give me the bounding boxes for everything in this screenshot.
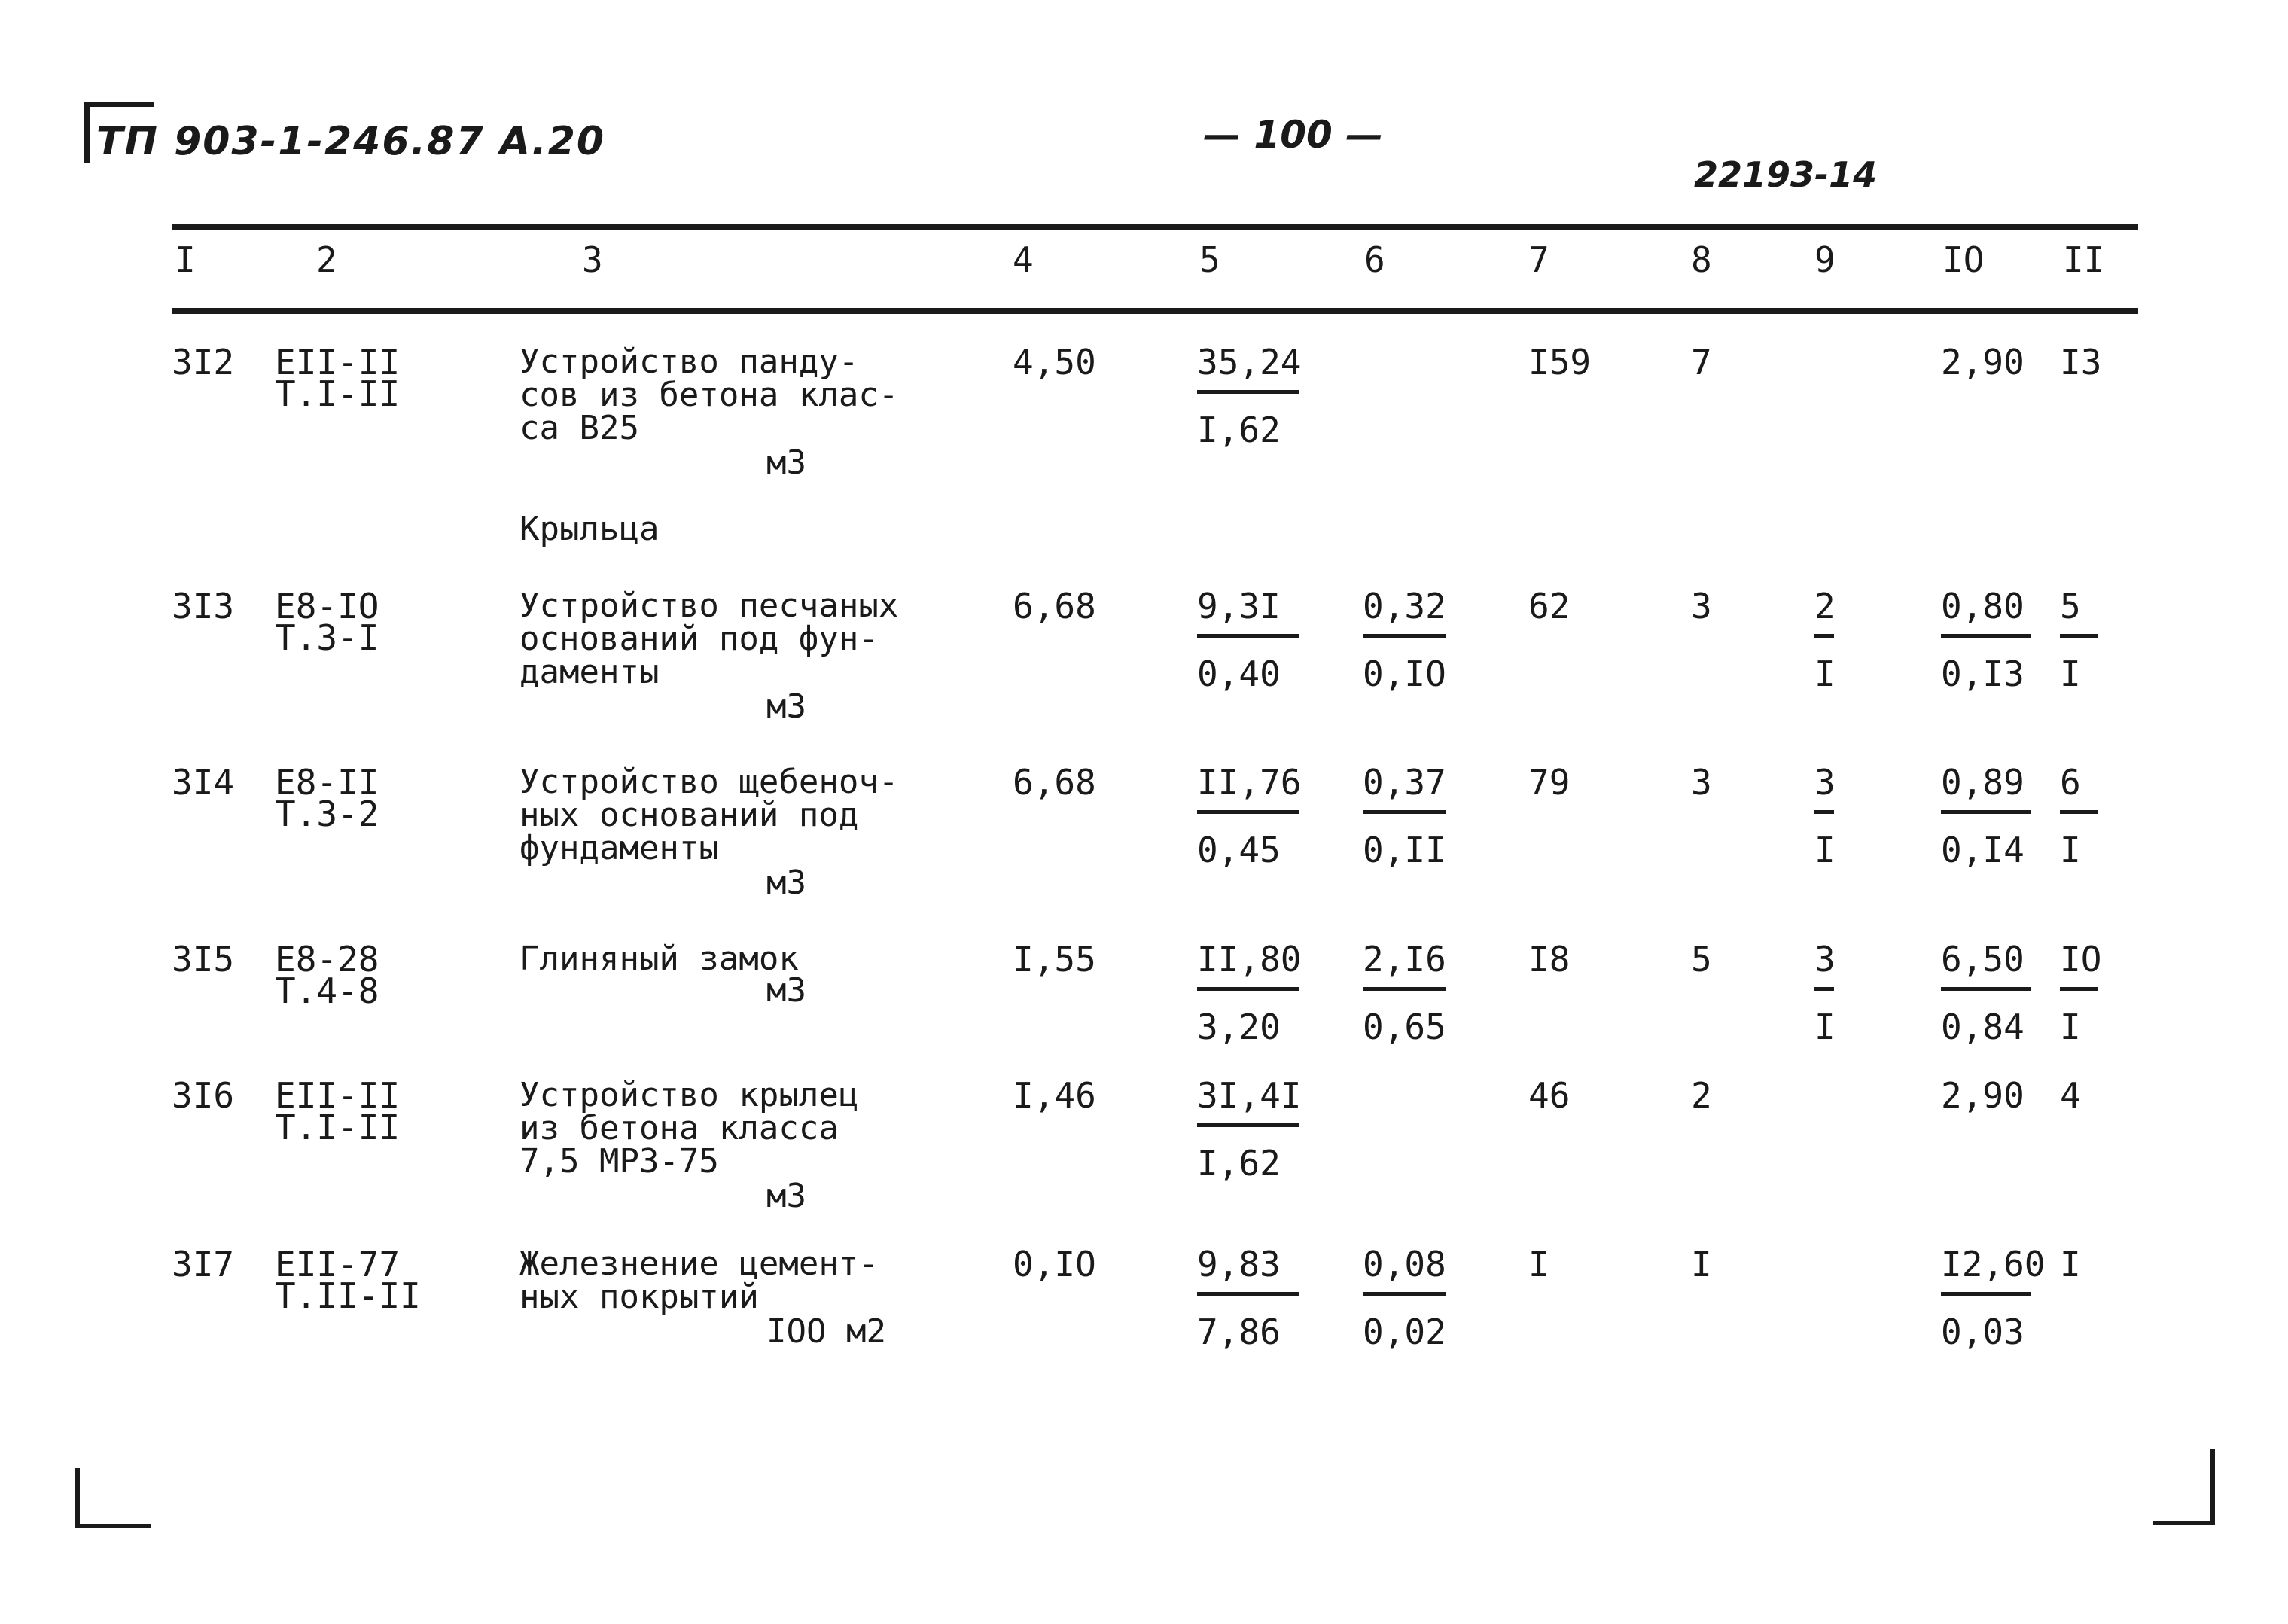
cell-c6-top: 0,08 [1363,1244,1446,1284]
cell-c10-bottom: 0,I4 [1941,830,2024,870]
cell-c11-bottom: I [2060,1007,2081,1047]
cell-c10-bottom: 0,I3 [1941,654,2024,694]
cell-quantity: 6,68 [1013,586,1096,626]
cell-c10-bottom: 0,03 [1941,1312,2024,1352]
cell-c10-top: 6,50 [1941,939,2024,980]
cell-c10-fraction-bar [1941,987,2031,991]
cell-c5-bottom: 7,86 [1197,1312,1281,1352]
cell-c10-bottom: 0,84 [1941,1007,2024,1047]
cell-description-line: 7,5 МРЗ-75 [519,1142,719,1181]
cell-c5-top: 3I,4I [1197,1075,1302,1116]
cell-c6-top: 0,37 [1363,762,1446,803]
cell-description-line: даменты [519,653,660,691]
page-number: — 100 — [1203,113,1384,157]
cell-c5-top: II,80 [1197,939,1302,980]
cell-c6-fraction-bar [1363,987,1446,991]
table-header-rule [172,308,2138,314]
cell-quantity: 4,50 [1013,342,1096,382]
cell-description-line: Устройство щебеноч- [519,763,899,801]
cell-item-number: 3I3 [172,586,235,626]
cell-c9-fraction-bar [1814,810,1834,814]
col-header-9: 9 [1814,239,1836,280]
cell-c6-fraction-bar [1363,1292,1446,1296]
cell-col7: I8 [1528,939,1571,980]
col-header-10: IO [1942,239,1985,280]
cell-c5-fraction-bar [1197,810,1299,814]
cell-norm-code: E8-IO [275,586,379,626]
col-header-11: II [2063,239,2105,280]
cell-c11-fraction-bar [2060,634,2098,638]
cell-item-number: 3I6 [172,1075,235,1116]
cell-c10-fraction-bar [1941,1292,2031,1296]
col-header-4: 4 [1013,239,1034,280]
cell-col7: I59 [1528,342,1592,382]
cell-c9-top: 2 [1814,586,1836,626]
cell-norm-code: EII-77 [275,1244,401,1284]
cell-description-line: ных оснований под [519,796,859,834]
corner-mark-bottom-left-h [75,1524,151,1528]
cell-col7: I [1528,1244,1549,1284]
cell-col8: I [1691,1244,1712,1284]
cell-unit: м3 [766,864,806,902]
cell-norm-code: E8-28 [275,939,379,980]
cell-quantity: 0,IO [1013,1244,1096,1284]
cell-c5-bottom: I,62 [1197,410,1281,450]
col-header-2: 2 [316,239,337,280]
cell-c6-fraction-bar [1363,810,1446,814]
cell-c11-top: I [2060,1244,2081,1284]
corner-mark-bottom-right-h [2153,1521,2215,1525]
corner-mark-bottom-right [2210,1449,2215,1525]
cell-c11-fraction-bar [2060,987,2098,991]
cell-item-number: 3I7 [172,1244,235,1284]
cell-c9-bottom: I [1814,1007,1836,1047]
cell-item-number: 3I5 [172,939,235,980]
cell-c10-top: I2,60 [1941,1244,2046,1284]
cell-c6-top: 0,32 [1363,586,1446,626]
cell-c5-fraction-bar [1197,1123,1299,1127]
col-header-7: 7 [1528,239,1549,280]
cell-c5-fraction-bar [1197,390,1299,394]
cell-c9-bottom: I [1814,654,1836,694]
cell-c5-fraction-bar [1197,1292,1299,1296]
cell-norm-table: T.II-II [275,1275,421,1316]
cell-c5-top: 9,3I [1197,586,1281,626]
cell-c6-bottom: 0,65 [1363,1007,1446,1047]
cell-c10-top: 0,89 [1941,762,2024,803]
cell-c9-bottom: I [1814,830,1836,870]
cell-description-line: оснований под фун- [519,620,879,658]
cell-c5-top: 35,24 [1197,342,1302,382]
cell-description-line: Глиняный замок [519,940,799,978]
cell-c6-bottom: 0,II [1363,830,1446,870]
cell-col8: 3 [1691,586,1712,626]
cell-c10-fraction-bar [1941,634,2031,638]
cell-c5-fraction-bar [1197,987,1299,991]
cell-c11-top: 5 [2060,586,2081,626]
cell-description-line: Устройство панду- [519,343,859,381]
cell-c5-bottom: 0,40 [1197,654,1281,694]
cell-c11-fraction-bar [2060,810,2098,814]
cell-c5-bottom: I,62 [1197,1143,1281,1184]
cell-description-line: ных покрытий [519,1278,759,1316]
cell-description-line: Железнение цемент- [519,1245,879,1283]
cell-quantity: I,55 [1013,939,1096,980]
cell-c11-top: 4 [2060,1075,2081,1116]
cell-item-number: 3I2 [172,342,235,382]
cell-description-line: Устройство крылец [519,1076,859,1114]
cell-norm-table: T.I-II [275,373,401,414]
cell-c6-top: 2,I6 [1363,939,1446,980]
cell-c9-fraction-bar [1814,634,1834,638]
cell-unit: м3 [766,971,806,1010]
cell-norm-table: T.3-2 [275,794,379,834]
col-header-8: 8 [1691,239,1712,280]
cell-c5-bottom: 3,20 [1197,1007,1281,1047]
cell-c5-fraction-bar [1197,634,1299,638]
cell-c10-top: 2,90 [1941,342,2024,382]
cell-unit: IOO м2 [766,1312,886,1351]
cell-c5-bottom: 0,45 [1197,830,1281,870]
cell-c11-top: I3 [2060,342,2102,382]
cell-norm-table: T.3-I [275,617,379,658]
cell-description-line: сов из бетона клас- [519,376,899,414]
cell-quantity: 6,68 [1013,762,1096,803]
col-header-6: 6 [1364,239,1385,280]
cell-c6-fraction-bar [1363,634,1446,638]
cell-col8: 5 [1691,939,1712,980]
cell-description-line: Устройство песчаных [519,587,899,625]
cell-c10-top: 2,90 [1941,1075,2024,1116]
cell-c10-top: 0,80 [1941,586,2024,626]
section-heading: Крыльца [519,510,660,548]
cell-c11-bottom: I [2060,830,2081,870]
cell-unit: м3 [766,1177,806,1215]
cell-col7: 62 [1528,586,1571,626]
cell-norm-code: EII-II [275,342,401,382]
corner-mark-top-left-h [84,102,154,107]
cell-item-number: 3I4 [172,762,235,803]
cell-col8: 2 [1691,1075,1712,1116]
cell-unit: м3 [766,687,806,726]
cell-c11-bottom: I [2060,654,2081,694]
col-header-3: 3 [582,239,603,280]
cell-c6-bottom: 0,IO [1363,654,1446,694]
cell-col8: 7 [1691,342,1712,382]
cell-c9-top: 3 [1814,762,1836,803]
cell-c11-top: 6 [2060,762,2081,803]
cell-c10-fraction-bar [1941,810,2031,814]
cell-c6-bottom: 0,02 [1363,1312,1446,1352]
cell-norm-code: EII-II [275,1075,401,1116]
col-header-5: 5 [1199,239,1220,280]
cell-unit: м3 [766,443,806,482]
table-top-rule [172,224,2138,230]
cell-c5-top: II,76 [1197,762,1302,803]
cell-norm-table: T.4-8 [275,970,379,1011]
cell-norm-code: E8-II [275,762,379,803]
cell-c9-top: 3 [1814,939,1836,980]
cell-quantity: I,46 [1013,1075,1096,1116]
col-header-1: I [175,239,196,280]
document-code: ТП 903-1-246.87 А.20 [96,119,606,164]
cell-col7: 46 [1528,1075,1571,1116]
cell-description-line: из бетона класса [519,1109,839,1147]
cell-c9-fraction-bar [1814,987,1834,991]
archive-number: 22193-14 [1694,154,1878,195]
cell-description-line: фундаменты [519,829,719,867]
cell-description-line: са В25 [519,409,639,447]
cell-c11-top: IO [2060,939,2102,980]
cell-col8: 3 [1691,762,1712,803]
cell-col7: 79 [1528,762,1571,803]
cell-norm-table: T.I-II [275,1107,401,1147]
cell-c5-top: 9,83 [1197,1244,1281,1284]
corner-mark-top-left [84,102,90,163]
corner-mark-bottom-left [75,1468,80,1528]
